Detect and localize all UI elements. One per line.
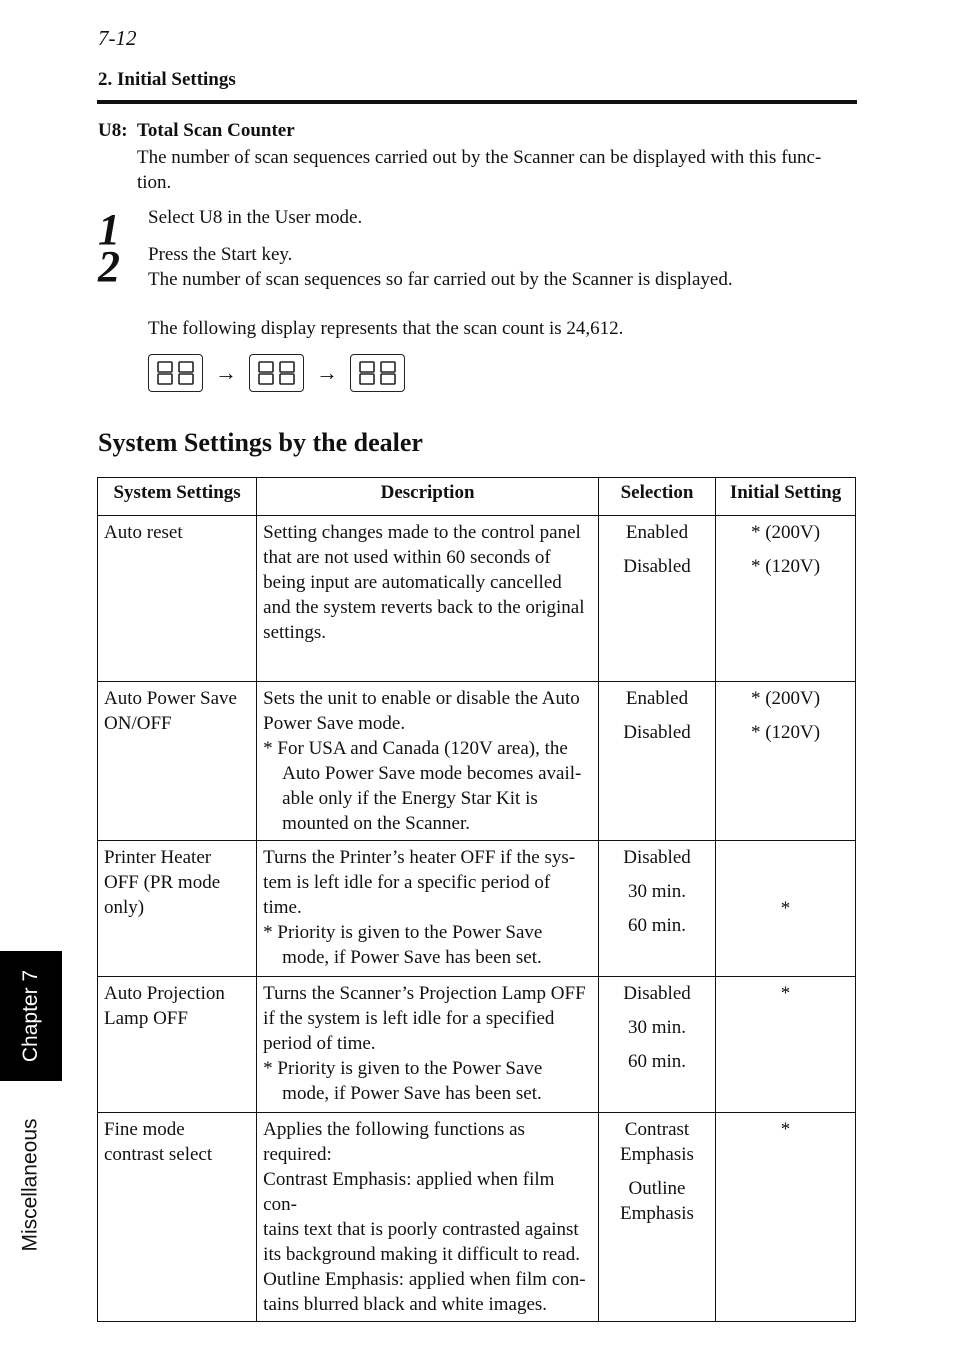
column-header: System Settings [98,478,257,516]
page-number: 7-12 [98,26,137,50]
step-1-text: Select U8 in the User mode. [148,207,363,228]
column-header: Initial Setting [716,478,856,516]
setting-cell: Printer Heater OFF (PR mode only) [98,841,257,977]
selection-cell: Contrast Emphasis Outline Emphasis [598,1113,715,1322]
display-sequence [148,354,405,392]
table-header-row [98,478,856,516]
description-cell: Sets the unit to enable or disable the Auto Power Save mode. * For USA and Canada (120V area), the Auto Power Save mode becomes avail-able only if the Energy Star Kit is mounted on the Scanner. [257,682,599,841]
header-rule [97,100,857,104]
setting-cell: Fine mode contrast select [98,1113,257,1322]
setting-cell: Auto reset [98,516,257,682]
system-settings-heading: System Settings by the dealer [98,428,423,457]
table-row [98,977,856,1113]
u8-heading [98,120,295,142]
description-cell: Applies the following functions as required: Contrast Emphasis: applied when film con- tains text that is poorly contrasted against its background making it difficult to read. Outline Emphasis: applied when film con- tains blurred black and white images. [257,1113,599,1322]
selection-cell: Disabled 30 min. 60 min. [598,841,715,977]
description-cell: Turns the Scanner’s Projection Lamp OFF if the system is left idle for a specified period of time. * Priority is given to the Power Save mode, if Power Save has been set. [257,977,599,1113]
seven-segment-display-icon [148,354,203,392]
table-row [98,841,856,977]
seven-segment-display-icon [350,354,405,392]
u8-title: Total Scan Counter [137,120,295,141]
setting-cell: Auto Power Save ON/OFF [98,682,257,841]
chapter-tab [0,951,62,1081]
description-cell: Turns the Printer’s heater OFF if the sys- tem is left idle for a specific period of time. * Priority is given to the Power Save mode, if Power Save has been set. [257,841,599,977]
column-header: Description [257,478,599,516]
column-header: Selection [598,478,715,516]
initial-setting-cell: * [716,1113,856,1322]
setting-cell: Auto Projection Lamp OFF [98,977,257,1113]
initial-setting-cell: * (200V) * (120V) [716,682,856,841]
step-2-text: Press the Start key. The number of scan sequences so far carried out by the Scanner is displayed. [148,244,733,290]
table-row [98,516,856,682]
table-row [98,682,856,841]
section-title: 2. Initial Settings [98,69,236,90]
table-row [98,1113,856,1322]
description-cell: Setting changes made to the control panel that are not used within 60 seconds of being input are automatically cancelled and the system reverts back to the original settings. [257,516,599,682]
miscellaneous-tab-label: Miscellaneous [19,1118,43,1252]
arrow-right-icon: → [215,360,237,385]
u8-code: U8: [98,120,128,141]
display-note: The following display represents that the scan count is 24,612. [148,318,624,339]
selection-cell: Enabled Disabled [598,516,715,682]
system-settings-table [97,477,856,1322]
step-number-1: 1 [98,205,120,254]
initial-setting-cell: * (200V) * (120V) [716,516,856,682]
seven-segment-display-icon [249,354,304,392]
miscellaneous-tab [0,1105,62,1265]
initial-setting-cell: * [716,841,856,977]
selection-cell: Enabled Disabled [598,682,715,841]
u8-intro: The number of scan sequences carried out by the Scanner can be displayed with this func- tion. [137,147,822,193]
arrow-right-icon: → [316,360,338,385]
selection-cell: Disabled 30 min. 60 min. [598,977,715,1113]
step-number-2: 2 [98,242,120,291]
chapter-tab-label: Chapter 7 [19,969,43,1063]
initial-setting-cell: * [716,977,856,1113]
